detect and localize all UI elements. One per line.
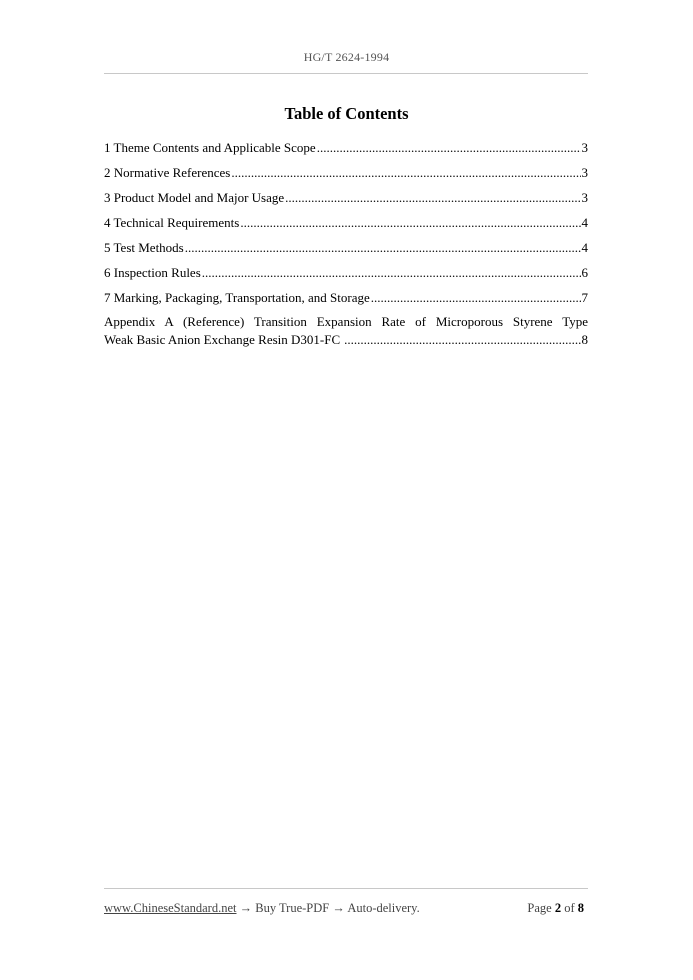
toc-entry-page: 8 bbox=[581, 332, 588, 347]
arrow-icon: → bbox=[239, 901, 253, 915]
toc-entry-page: 3 bbox=[581, 140, 588, 155]
toc-entry-technical-requirements[interactable] bbox=[104, 214, 588, 239]
page-of: of bbox=[564, 901, 575, 915]
table-of-contents bbox=[104, 139, 588, 349]
toc-entry-page: 3 bbox=[581, 165, 588, 180]
toc-entry-text-line1: Appendix A (Reference) Transition Expansion Rate of Microporous Styrene Type bbox=[104, 314, 588, 329]
header-divider bbox=[104, 73, 588, 74]
footer-promo bbox=[104, 901, 420, 916]
toc-entry-text: 3 Product Model and Major Usage bbox=[104, 190, 285, 205]
dot-leader bbox=[231, 164, 580, 182]
footer-promo-text: Buy True-PDF bbox=[255, 901, 330, 915]
toc-entry-line2 bbox=[104, 331, 588, 349]
dot-leader bbox=[285, 189, 580, 207]
page-total: 8 bbox=[577, 901, 584, 915]
dot-leader bbox=[202, 264, 581, 282]
toc-entry-text: 6 Inspection Rules bbox=[104, 265, 201, 280]
footer-divider bbox=[104, 888, 588, 889]
toc-entry-inspection-rules[interactable] bbox=[104, 264, 588, 289]
toc-entry-text-line2: Weak Basic Anion Exchange Resin D301-FC bbox=[104, 332, 341, 347]
toc-entry-page: 4 bbox=[581, 215, 588, 230]
toc-entry-test-methods[interactable] bbox=[104, 239, 588, 264]
dot-leader bbox=[185, 239, 581, 257]
dot-leader bbox=[344, 331, 580, 349]
toc-entry-page: 7 bbox=[581, 290, 588, 305]
toc-entry-page: 4 bbox=[581, 240, 588, 255]
dot-leader bbox=[240, 214, 580, 232]
arrow-icon: → bbox=[332, 901, 345, 915]
dot-leader bbox=[371, 289, 581, 307]
toc-entry-text: 5 Test Methods bbox=[104, 240, 184, 255]
page-label: Page bbox=[527, 901, 552, 915]
page-number bbox=[527, 901, 584, 916]
toc-entry-text: 2 Normative References bbox=[104, 165, 231, 180]
toc-entry-product-model[interactable] bbox=[104, 189, 588, 214]
footer-promo-text: Auto-delivery. bbox=[347, 901, 420, 915]
page-current: 2 bbox=[554, 901, 562, 915]
toc-entry-page: 6 bbox=[581, 265, 588, 280]
toc-entry-appendix-a[interactable] bbox=[104, 313, 588, 349]
dot-leader bbox=[317, 139, 581, 157]
toc-entry-marking-packaging[interactable] bbox=[104, 289, 588, 314]
toc-entry-text: 7 Marking, Packaging, Transportation, and Storage bbox=[104, 290, 370, 305]
page-header-doc-code: HG/T 2624-1994 bbox=[303, 50, 390, 64]
site-link[interactable]: www.ChineseStandard.net bbox=[104, 901, 237, 915]
toc-title: Table of Contents bbox=[284, 104, 409, 123]
toc-entry-text: 1 Theme Contents and Applicable Scope bbox=[104, 140, 316, 155]
toc-entry-theme-contents[interactable] bbox=[104, 139, 588, 164]
toc-entry-page: 3 bbox=[581, 190, 588, 205]
toc-entry-normative-references[interactable] bbox=[104, 164, 588, 189]
toc-entry-text: 4 Technical Requirements bbox=[104, 215, 240, 230]
